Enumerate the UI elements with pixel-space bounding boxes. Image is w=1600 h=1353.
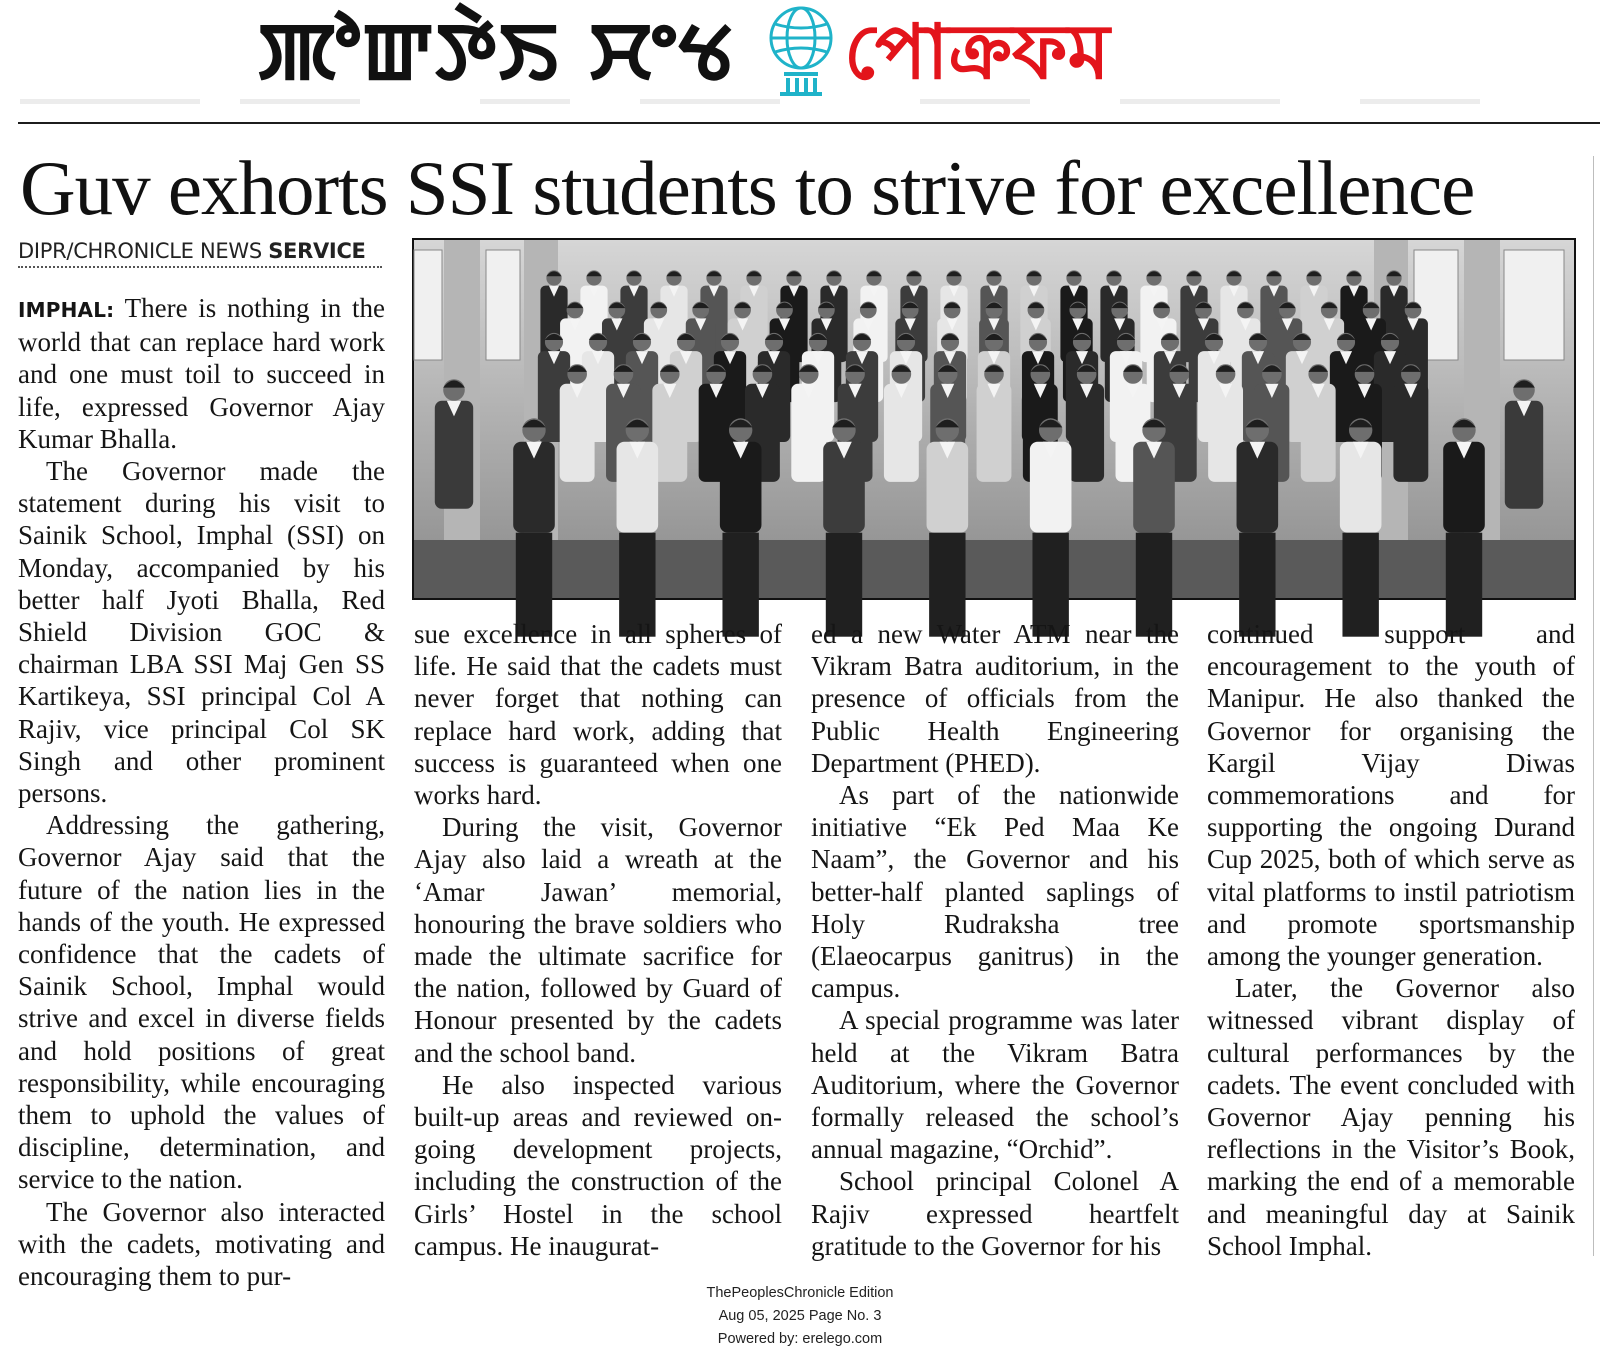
seated-person — [823, 418, 865, 636]
seated-person — [927, 418, 969, 636]
footer-date-page: Aug 05, 2025 Page No. 3 — [718, 1308, 882, 1324]
seated-person — [617, 418, 659, 636]
right-rule — [1593, 156, 1594, 1256]
byline-service: SERVICE — [268, 239, 366, 263]
seated-person — [1133, 418, 1175, 636]
paragraph: Addressing the gathering, Governor Ajay said that the future of the nation lies in the hands of the youth. He expressed confidence that the cadets of Sainik School, Imphal would strive and excel in diverse fields and hold positions of great responsibility, while encouraging them to uphold the values of discipline, determination, and service to the nation. — [18, 810, 385, 1195]
globe-emblem-icon — [762, 2, 840, 98]
seated-person — [1237, 418, 1279, 636]
paragraph: A special programme was later held at the Vikram Batra Auditorium, where the Governor formally released the school’s annual magazine, “Orchid”. — [811, 1005, 1179, 1165]
group-photo-illustration — [414, 240, 1574, 598]
byline — [18, 236, 382, 268]
paragraph: sue excellence in all spheres of life. He said that the cadets must never forget that nothing can replace hard work, adding that success is guaranteed when one works hard. — [414, 619, 782, 811]
masthead-title-bengali: পোক্ৰফম — [844, 7, 1110, 96]
paragraph: The Governor also interacted with the cadets, motivating and encouraging them to pur- — [18, 1196, 385, 1292]
paragraph — [18, 292, 385, 455]
paragraph: School principal Colonel A Rajiv expressed heartfelt gratitude to the Governor for his — [811, 1166, 1179, 1261]
paragraph: The Governor made the statement during his visit to Sainik School, Imphal (SSI) on Monday, accompanied by his better half Jyoti Bhalla, Red Shield Division GOC & chairman LBA SSI Maj Gen SS Kartikeya, SSI principal Col A Rajiv, vice principal Col SK Singh and other prominent persons. — [18, 456, 385, 809]
paragraph: ed a new Water ATM near the Vikram Batra auditorium, in the presence of officials from the Public Health Engineering Department (PHED). — [811, 619, 1179, 778]
seated-person — [720, 418, 762, 636]
seated-person — [1443, 418, 1485, 636]
paragraph: As part of the nationwide initiative “Ek Ped Maa Ke Naam”, the Governor and his better-half planted saplings of Holy Rudraksha tree (Elaeocarpus ganitrus) in the campus. — [811, 780, 1179, 1004]
group-photo — [412, 238, 1576, 600]
column-4 — [1207, 618, 1575, 1274]
headline: Guv exhorts SSI students to strive for excellence — [20, 145, 1475, 231]
footer — [600, 1282, 1000, 1350]
paragraph: continued support and encouragement to the youth of Manipur. He also thanked the Governor for organising the Kargil Vijay Diwas commemorations and for supporting the ongoing Durand Cup 2025, both of which serve as vital platforms to instil patriotism and promote sportsmanship among the younger generation. — [1207, 619, 1575, 972]
seated-person — [1030, 418, 1072, 636]
masthead — [0, 0, 1600, 108]
masthead-title-meetei: ꯄꯣꯛꯇꯥꯏ ꯆꯦꯠ — [258, 5, 735, 98]
top-rule — [18, 122, 1600, 124]
column-2 — [414, 618, 782, 1274]
seated-person — [513, 418, 555, 636]
paragraph: He also inspected various built-up areas and reviewed on-going development projects, including the construction of the Girls’ Hostel in the school campus. He inaugurat- — [414, 1069, 782, 1261]
paragraph: Later, the Governor also witnessed vibrant display of cultural performances by the cadets. The event concluded with Governor Ajay penning his reflections in the Visitor’s Book, marking the end of a memorable and meaningful day at Sainik School Imphal. — [1207, 973, 1575, 1261]
seated-person — [1340, 418, 1382, 636]
lead-text: There is nothing in the world that can replace hard work and one must toil to succeed in life, expressed Governor Ajay Kumar Bhalla. — [18, 293, 385, 454]
byline-prefix: DIPR/CHRONICLE NEWS — [18, 239, 269, 263]
column-3 — [811, 618, 1179, 1274]
footer-powered-by: Powered by: erelego.com — [717, 1331, 883, 1347]
column-1 — [18, 292, 385, 1292]
footer-edition: ThePeoplesChronicle Edition — [706, 1285, 894, 1301]
paragraph: During the visit, Governor Ajay also laid a wreath at the ‘Amar Jawan’ memorial, honouring the brave soldiers who made the ultimate sacrifice for the nation, followed by Guard of Honour presented by the cadets and the school band. — [414, 812, 782, 1068]
masthead-decoration — [20, 99, 1580, 107]
dateline: IMPHAL: — [18, 298, 115, 322]
